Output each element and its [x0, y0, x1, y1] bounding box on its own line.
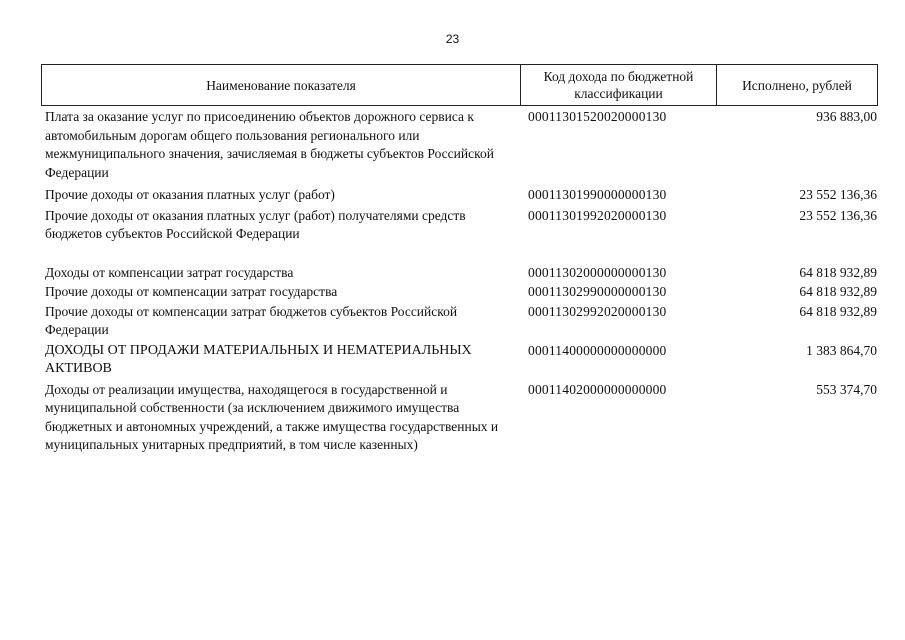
row-indicator-name: Прочие доходы от оказания платных услуг (работ) [45, 187, 335, 202]
table-row [41, 303, 878, 340]
header-indicator-name: Наименование показателя [42, 65, 521, 105]
table-body [41, 108, 878, 455]
row-indicator-name: Прочие доходы от компенсации затрат бюджетов субъектов Российской Федерации [45, 303, 458, 337]
row-executed-sum: 64 818 932,89 [799, 303, 877, 319]
row-budget-code: 00011301992020000130 [528, 207, 667, 223]
table-row [41, 342, 878, 379]
row-indicator-name: Плата за оказание услуг по присоединению объектов дорожного сервиса к автомобильным дорогам общего пользования регионального или межмуниципального значения, зачисляемая в бюджеты субъектов Российской Федерации [45, 109, 494, 180]
row-indicator-name: Прочие доходы от оказания платных услуг (работ) получателями средств бюджетов субъектов Российской Федерации [45, 207, 466, 241]
row-budget-code: 00011302000000000130 [528, 264, 667, 280]
table-header [41, 64, 878, 106]
row-budget-code: 00011402000000000000 [528, 381, 667, 397]
row-indicator-name: ДОХОДЫ ОТ ПРОДАЖИ МАТЕРИАЛЬНЫХ И НЕМАТЕРИАЛЬНЫХ АКТИВОВ [45, 342, 472, 376]
row-executed-sum: 64 818 932,89 [799, 284, 877, 299]
table-row [41, 186, 878, 205]
row-budget-code: 00011301990000000130 [528, 187, 667, 202]
table-row [41, 207, 878, 244]
row-budget-code: 00011302990000000130 [528, 284, 667, 299]
header-executed-sum: Исполнено, рублей [742, 77, 852, 93]
page-number: 23 [445, 32, 460, 46]
row-budget-code: 00011302992020000130 [528, 303, 667, 319]
row-executed-sum: 23 552 136,36 [799, 187, 877, 202]
table-row [41, 108, 878, 182]
row-executed-sum: 23 552 136,36 [799, 207, 877, 223]
row-executed-sum: 553 374,70 [816, 381, 877, 397]
row-executed-sum: 1 383 864,70 [806, 342, 877, 358]
row-indicator-name: Доходы от компенсации затрат государства [45, 264, 294, 280]
table-row [41, 264, 878, 283]
table-row [41, 381, 878, 455]
row-budget-code: 00011400000000000000 [528, 342, 667, 358]
table-row [41, 283, 878, 302]
row-indicator-name: Доходы от реализации имущества, находящегося в государственной и муниципальной собственности (за исключением движимого имущества бюджетных и автономных учреждений, а также имущества государственных и муниципальных унитарных предприятий, в том числе казенных) [45, 381, 499, 452]
header-budget-code: Код дохода по бюджетной классификации [521, 65, 717, 105]
row-indicator-name: Прочие доходы от компенсации затрат государства [45, 284, 338, 299]
row-budget-code: 00011301520020000130 [528, 109, 667, 124]
row-executed-sum: 936 883,00 [816, 109, 877, 124]
row-executed-sum: 64 818 932,89 [799, 264, 877, 280]
